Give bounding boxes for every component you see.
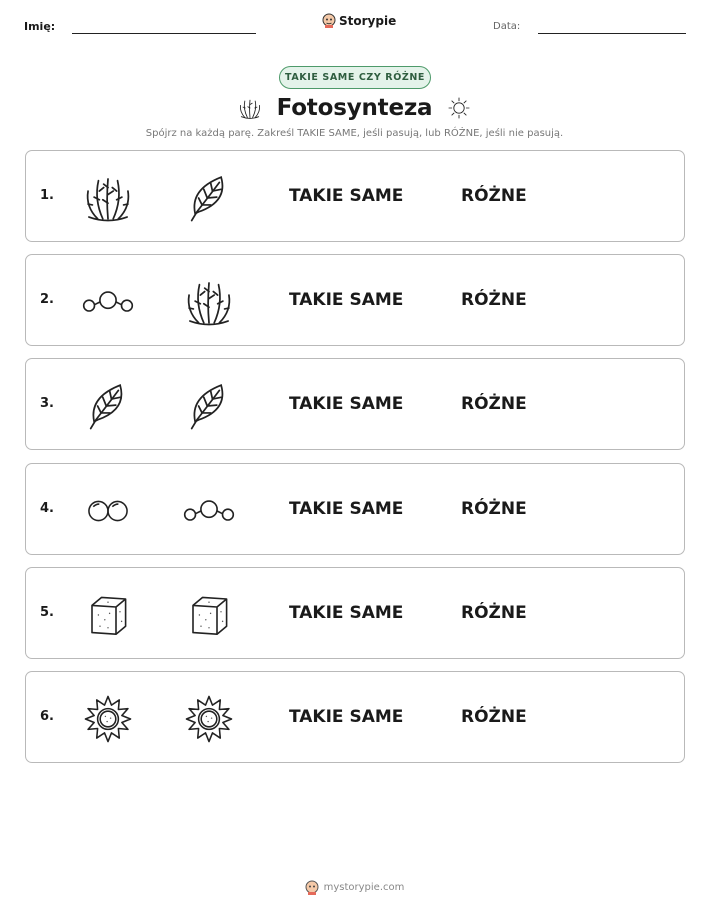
plant-icon	[182, 275, 236, 329]
question-number: 4.	[40, 500, 54, 516]
brand-logo	[322, 13, 396, 28]
molecule-icon	[182, 484, 236, 538]
storypie-mascot-icon	[305, 880, 319, 895]
page-footer	[0, 880, 709, 895]
footer-url[interactable]: mystorypie.com	[323, 882, 405, 893]
page-header	[0, 0, 709, 50]
question-row	[25, 567, 685, 659]
question-number: 6.	[40, 708, 54, 724]
title-row	[0, 92, 709, 124]
answer-same[interactable]: TAKIE SAME	[289, 394, 404, 415]
question-number: 3.	[40, 396, 54, 412]
question-number: 1.	[40, 188, 54, 203]
sun-icon	[81, 692, 135, 746]
sugar-cube-icon	[182, 588, 236, 642]
molecule-icon	[81, 275, 135, 329]
brand-name: Storypie	[339, 13, 397, 28]
question-row	[25, 358, 685, 450]
leaf-icon	[182, 379, 236, 433]
question-row	[25, 254, 685, 346]
page-title: Fotosynteza	[276, 95, 433, 121]
sugar-cube-icon	[81, 588, 135, 642]
answer-same[interactable]: TAKIE SAME	[289, 498, 404, 519]
answer-different[interactable]: RÓŻNE	[461, 498, 527, 519]
question-row	[25, 671, 685, 763]
answer-different[interactable]: RÓŻNE	[461, 602, 527, 623]
instructions: Spójrz na każdą parę. Zakreśl TAKIE SAME, jeśli pasują, lub RÓŻNE, jeśli nie pasują.	[145, 128, 564, 139]
answer-different[interactable]: RÓŻNE	[461, 186, 527, 206]
question-list	[25, 150, 685, 775]
date-label: Data:	[493, 21, 521, 32]
answer-different[interactable]: RÓŻNE	[461, 394, 527, 415]
answer-same[interactable]: TAKIE SAME	[289, 602, 404, 623]
sun-icon	[182, 692, 236, 746]
plant-icon	[237, 95, 263, 121]
question-number: 5.	[40, 604, 54, 620]
question-row	[25, 463, 685, 555]
storypie-mascot-icon	[322, 13, 336, 28]
answer-different[interactable]: RÓŻNE	[461, 706, 527, 727]
oxygen-icon	[81, 484, 135, 538]
leaf-icon	[81, 379, 135, 433]
date-field[interactable]	[538, 33, 686, 34]
name-field[interactable]	[72, 33, 256, 34]
leaf-icon	[182, 171, 236, 225]
answer-same[interactable]: TAKIE SAME	[289, 186, 404, 206]
answer-different[interactable]: RÓŻNE	[461, 290, 527, 311]
sun-icon	[446, 95, 472, 121]
name-label: Imię:	[24, 20, 56, 33]
plant-icon	[81, 171, 135, 225]
answer-same[interactable]: TAKIE SAME	[289, 290, 404, 311]
worksheet-type-badge: TAKIE SAME CZY RÓŻNE	[279, 66, 431, 89]
question-number: 2.	[40, 292, 54, 308]
question-row	[25, 150, 685, 242]
answer-same[interactable]: TAKIE SAME	[289, 706, 404, 727]
